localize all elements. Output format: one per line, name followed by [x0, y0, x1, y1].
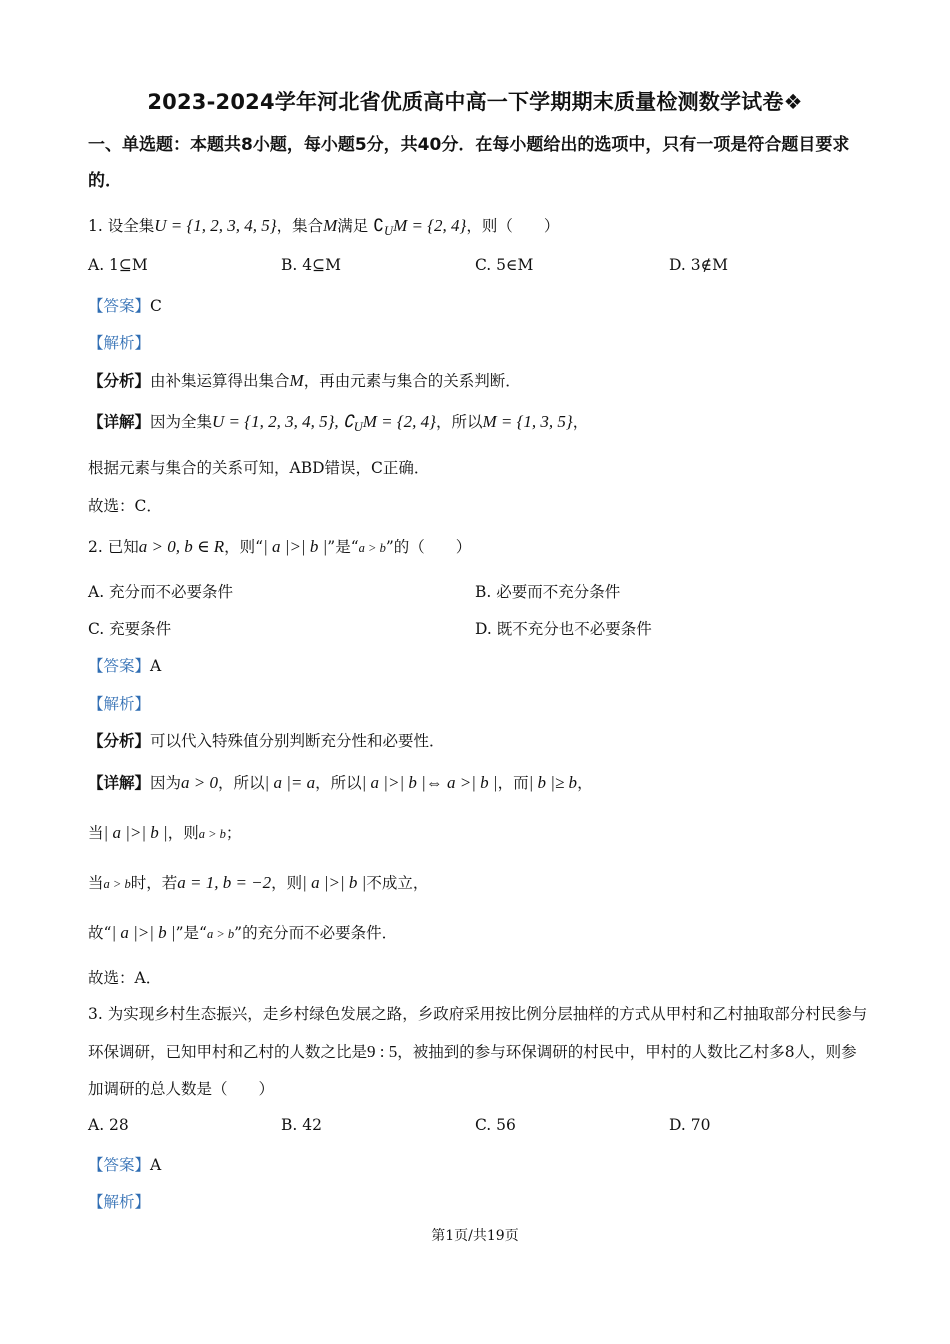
- q1-set-m: M: [323, 216, 338, 235]
- q1-choose: 故选：C．: [88, 497, 162, 515]
- q1-option-a: A. 1⊆M: [88, 256, 148, 274]
- q1-fenxi-text: 由补集运算得出集合: [150, 372, 290, 390]
- q2-choose: 故选：A．: [88, 969, 162, 987]
- q1-stem: [88, 214, 559, 239]
- q3-analysis-tag: [88, 1190, 150, 1212]
- q2-fenxi: [88, 729, 445, 751]
- q1-complement-symbol: ∁: [373, 216, 385, 235]
- q1-detail-math: U = {1, 2, 3, 4, 5}, ∁: [212, 412, 354, 431]
- q2-detail-text: 当: [88, 824, 104, 842]
- q1-option-c: C. 5∈M: [475, 256, 534, 274]
- q2-detail-text: 不成立，: [366, 874, 429, 892]
- q2-stem-text: ”是“: [327, 538, 359, 556]
- analysis-tag: 【解析】: [88, 334, 151, 352]
- q2-detail-text: ，所以: [218, 774, 265, 792]
- q2-detail-math: | a |>| b |⇔ a >| b |: [361, 773, 498, 792]
- fenxi-tag: 【分析】: [88, 371, 151, 390]
- q2-detail-math-small: a > b: [103, 877, 131, 891]
- q3-stem: [88, 996, 868, 1108]
- q1-fenxi-text: ，再由元素与集合的关系判断．: [303, 372, 521, 390]
- q2-detail-text: 当: [88, 874, 104, 892]
- section-heading: 一、单选题：本题共8小题，每小题5分，共40分．在每小题给出的选项中，只有一项是符合题目要求的．: [88, 135, 850, 191]
- q2-detail-math: | a |>| b |: [302, 873, 367, 892]
- analysis-tag: 【解析】: [88, 1193, 151, 1211]
- q2-expression: | a |>| b |: [263, 537, 328, 556]
- q1-detail-math: M = {1, 3, 5}: [482, 412, 573, 431]
- q1-detail-text: 因为全集: [150, 413, 213, 431]
- q1-answer: [88, 294, 162, 316]
- detail-tag: 【详解】: [88, 773, 151, 792]
- q1-stem-text: ，则（ ）: [466, 217, 560, 235]
- q2-detail-text: 故“: [88, 924, 112, 942]
- q2-fenxi-text: 可以代入特殊值分别判断充分性和必要性．: [150, 732, 445, 750]
- q3-option-a: A. 28: [88, 1116, 129, 1134]
- q3-answer-value: A: [150, 1156, 162, 1174]
- q2-condition: a > 0, b ∈ R: [138, 537, 225, 556]
- page-title: 2023-2024学年河北省优质高中高一下学期期末质量检测数学试卷❖: [147, 90, 803, 114]
- q2-detail-math-small: a > b: [206, 927, 235, 941]
- q3-stem-text: ，被抽到的参与环保调研的村民中，甲村的人数比乙村多8人，则参加调研的总人数是（ ）: [88, 1043, 857, 1098]
- q2-answer: [88, 654, 161, 676]
- q1-option-b: B. 4⊆M: [281, 256, 341, 274]
- q2-detail-line4: [88, 921, 397, 943]
- q2-option-c: C. 充要条件: [88, 620, 172, 638]
- detail-tag: 【详解】: [88, 412, 151, 431]
- q2-detail-math: | a |>| b |: [111, 923, 176, 942]
- q2-stem: [88, 535, 471, 557]
- q1-stem-text: 满足: [337, 217, 369, 235]
- q1-universal-set: U = {1, 2, 3, 4, 5}: [154, 216, 277, 235]
- q2-detail-line3: [88, 871, 428, 893]
- q3-option-d: D. 70: [669, 1116, 711, 1134]
- q1-detail-text: ，所以: [435, 413, 483, 431]
- q2-stem-text: ，则“: [224, 538, 264, 556]
- q2-detail-text: 时，若: [130, 874, 178, 892]
- q2-answer-value: A: [150, 657, 162, 675]
- q2-detail-text: ，则: [167, 824, 199, 842]
- q3-stem-text: 3. 为实现乡村生态振兴，走乡村绿色发展之路，乡政府采用按比例分层抽样的方式从甲村和乙村抽取部分村民参与环保调研，已知甲村和乙村的人数之比是: [88, 1005, 868, 1061]
- q2-detail-line1: [88, 771, 593, 793]
- answer-tag: 【答案】: [88, 657, 151, 675]
- q3-answer: [88, 1153, 161, 1175]
- q1-stem-text: ，集合: [276, 217, 324, 235]
- q1-detail-line2: 根据元素与集合的关系可知，ABD错误，C正确．: [88, 459, 430, 477]
- q2-expression-small: a > b: [358, 541, 386, 555]
- q2-detail-text: ，所以: [315, 774, 362, 792]
- q2-detail-text: 因为: [150, 774, 182, 792]
- q2-detail-text: ”是“: [175, 924, 207, 942]
- q1-complement-sub: U: [384, 224, 394, 239]
- q2-detail-text: ；: [225, 824, 242, 842]
- q3-option-b: B. 42: [281, 1116, 322, 1134]
- answer-tag: 【答案】: [88, 1156, 151, 1174]
- q1-analysis-tag: [88, 331, 150, 353]
- q2-detail-math: a = 1, b = −2: [177, 873, 272, 892]
- q1-detail-math: M = {2, 4}: [362, 412, 436, 431]
- q2-detail-text: ，则: [271, 874, 303, 892]
- q1-detail: [88, 410, 588, 435]
- q2-detail-line2: [88, 821, 241, 843]
- q1-detail-text: ，: [572, 413, 589, 431]
- q3-option-c: C. 56: [475, 1116, 516, 1134]
- q1-fenxi: [88, 369, 521, 391]
- analysis-tag: 【解析】: [88, 695, 151, 713]
- q2-detail-math-small: a > b: [198, 827, 226, 841]
- q1-answer-value: C: [150, 297, 162, 315]
- q2-detail-text: ”的充分而不必要条件．: [234, 924, 398, 942]
- q2-option-b: B. 必要而不充分条件: [475, 583, 621, 601]
- q1-stem-text: 1. 设全集: [88, 217, 155, 235]
- q2-detail-math: | b |≥ b: [528, 773, 578, 792]
- q1-option-d: D. 3∉M: [669, 256, 728, 274]
- answer-tag: 【答案】: [88, 297, 151, 315]
- q2-detail-math: | a |>| b |: [103, 823, 168, 842]
- q2-detail-math: | a |= a: [264, 773, 316, 792]
- fenxi-tag: 【分析】: [88, 731, 151, 750]
- q1-complement-value: M = {2, 4}: [393, 216, 467, 235]
- q3-ratio: 9 : 5: [367, 1042, 398, 1061]
- q2-option-d: D. 既不充分也不必要条件: [475, 620, 652, 638]
- q2-stem-text: 2. 已知: [88, 538, 139, 556]
- q1-set-m: M: [289, 371, 304, 390]
- q2-detail-text: ，: [577, 774, 593, 792]
- q2-stem-text: ”的（ ）: [385, 538, 472, 556]
- q2-analysis-tag: [88, 692, 150, 714]
- q2-option-a: A. 充分而不必要条件: [88, 583, 234, 601]
- q1-detail-sub: U: [353, 420, 363, 435]
- q2-detail-math: a > 0: [181, 773, 219, 792]
- page-footer: 第1页/共19页: [431, 1228, 519, 1244]
- q2-detail-text: ，而: [497, 774, 529, 792]
